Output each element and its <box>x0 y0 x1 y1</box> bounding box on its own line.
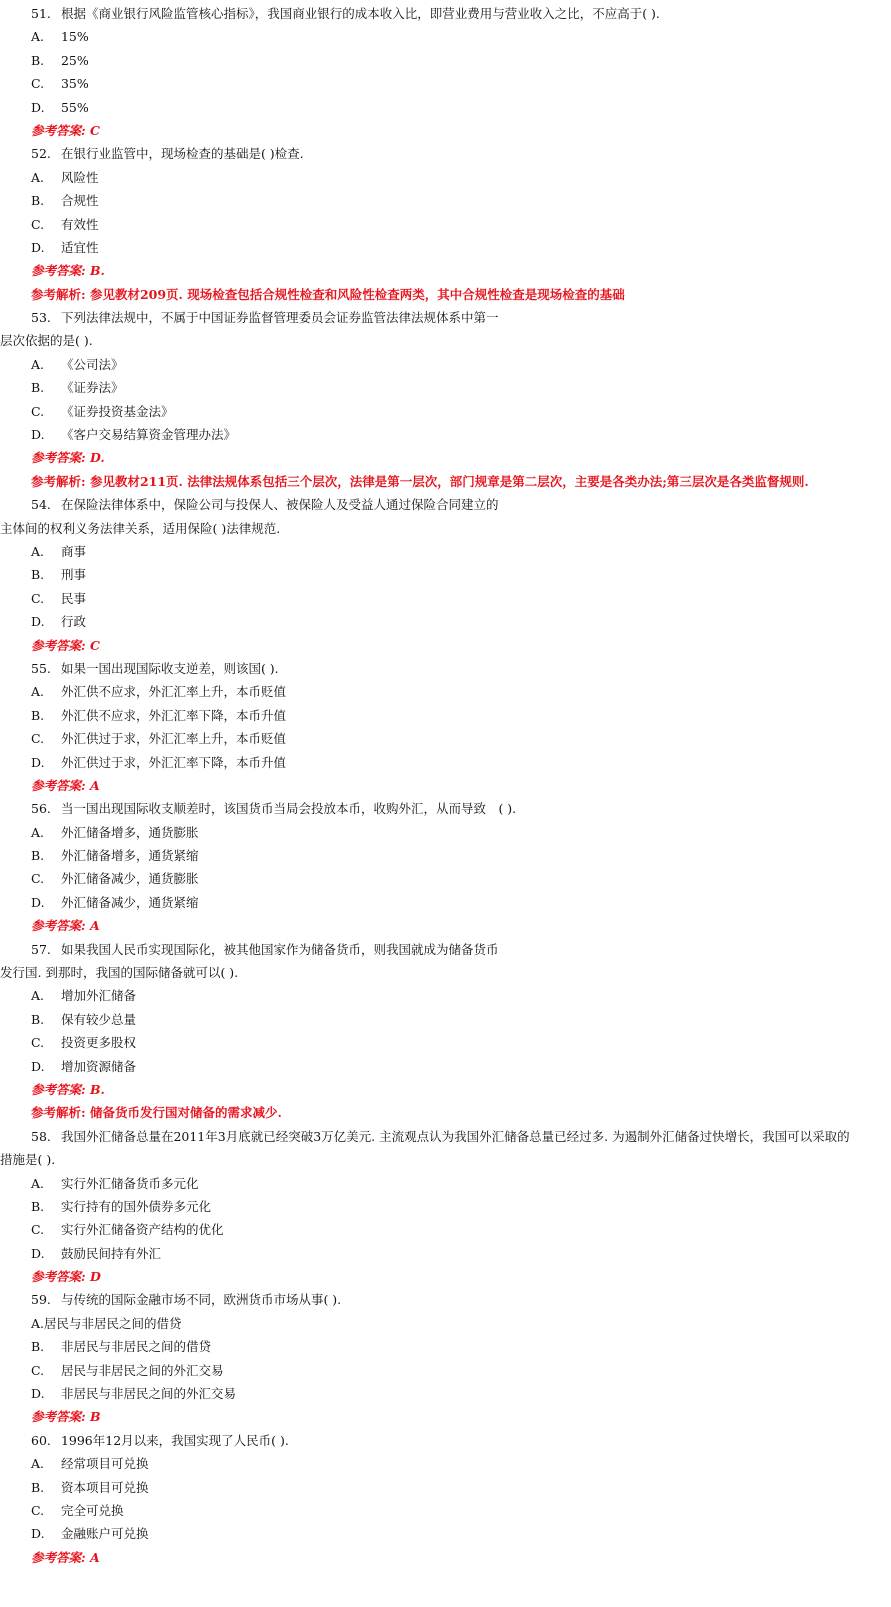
line-text: 25% <box>60 52 89 68</box>
reference-answer <box>0 259 891 282</box>
line-text: 《公司法》 <box>60 356 124 372</box>
option-letter: B. <box>31 193 45 209</box>
question-number: 56. <box>31 801 51 817</box>
question-stem <box>0 938 891 961</box>
line-text: 参考答案: D. <box>31 450 105 466</box>
line-text: 参考答案: A <box>31 918 100 934</box>
option-letter: A. <box>31 29 45 45</box>
question-number: 59. <box>31 1292 51 1308</box>
line-text: 完全可兑换 <box>60 1503 124 1518</box>
option-letter: C. <box>31 1503 45 1518</box>
option-letter: D. <box>31 99 45 115</box>
line-text: 参考答案: A <box>31 777 100 793</box>
line-text: 55% <box>60 99 89 115</box>
answer-option <box>0 1359 891 1382</box>
option-letter: C. <box>31 871 45 887</box>
line-text: 居民与非居民之间的外汇交易 <box>60 1362 224 1378</box>
line-text: 经常项目可兑换 <box>60 1456 149 1472</box>
answer-option <box>0 1008 891 1031</box>
question-stem <box>0 1125 891 1148</box>
line-text: 与传统的国际金融市场不同，欧洲货币市场从事( ). <box>60 1292 342 1308</box>
line-text: 有效性 <box>60 216 99 232</box>
question-number: 51. <box>31 6 51 21</box>
line-text: 保有较少总量 <box>60 1011 136 1027</box>
option-letter: A. <box>31 684 45 700</box>
line-text: 外汇供过于求，外汇汇率下降，本币升值 <box>60 754 286 770</box>
question-stem-continued <box>0 517 891 540</box>
reference-answer <box>0 119 891 142</box>
reference-answer <box>0 1265 891 1288</box>
line-text: 主体间的权利义务法律关系，适用保险( )法律规范. <box>0 520 281 536</box>
line-text: 增加资源储备 <box>60 1058 136 1074</box>
reference-explanation <box>0 283 891 306</box>
option-letter: B. <box>31 567 45 583</box>
answer-option <box>0 353 891 376</box>
option-letter: D. <box>31 894 45 910</box>
option-letter: A. <box>31 356 45 372</box>
question-stem-continued <box>0 961 891 984</box>
line-text: 实行持有的国外债券多元化 <box>60 1198 211 1214</box>
answer-option <box>0 400 891 423</box>
line-text: 如果一国出现国际收支逆差，则该国( ). <box>60 660 279 676</box>
question-stem <box>0 306 891 329</box>
line-text: 外汇储备增多，通货紧缩 <box>60 848 199 864</box>
answer-option <box>0 1335 891 1358</box>
option-letter: B. <box>31 848 45 864</box>
option-letter: B. <box>31 52 45 68</box>
reference-answer <box>0 634 891 657</box>
answer-option <box>0 1195 891 1218</box>
line-text: 非居民与非居民之间的借贷 <box>60 1339 211 1355</box>
line-text: 合规性 <box>60 193 99 209</box>
line-text: 《证券法》 <box>60 380 124 396</box>
question-stem <box>0 1288 891 1311</box>
answer-option <box>0 984 891 1007</box>
answer-option <box>0 236 891 259</box>
option-letter: C. <box>31 216 45 232</box>
answer-option <box>0 1172 891 1195</box>
reference-answer <box>0 446 891 469</box>
line-text: 在保险法律体系中，保险公司与投保人、被保险人及受益人通过保险合同建立的 <box>60 497 499 513</box>
answer-option <box>0 423 891 446</box>
line-text: 发行国. 到那时，我国的国际储备就可以( ). <box>0 965 239 981</box>
answer-option <box>0 72 891 95</box>
question-number: 53. <box>31 310 51 326</box>
question-stem <box>0 142 891 165</box>
option-letter: D. <box>31 1526 45 1542</box>
reference-explanation <box>0 470 891 493</box>
line-text: 刑事 <box>60 567 86 583</box>
answer-option <box>0 1031 891 1054</box>
option-letter: C. <box>31 1362 45 1378</box>
line-text: 1996年12月以来，我国实现了人民币( ). <box>60 1432 289 1448</box>
option-letter: A. <box>31 1175 45 1191</box>
line-text: 实行外汇储备货币多元化 <box>60 1175 199 1191</box>
answer-option <box>0 540 891 563</box>
answer-option <box>0 704 891 727</box>
option-letter: D. <box>31 614 45 630</box>
answer-option <box>0 727 891 750</box>
line-text: 外汇供不应求，外汇汇率上升，本币贬值 <box>60 684 286 700</box>
line-text: 参考解析: 参见教材211页. 法律法规体系包括三个层次，法律是第一层次，部门规章是第二层次，主要是各类办法;第三层次是各类监督规则. <box>31 473 809 489</box>
line-text: 当一国出现国际收支顺差时，该国货币当局会投放本币，收购外汇，从而导致 ( ). <box>60 801 517 817</box>
answer-option <box>0 867 891 890</box>
option-letter: B. <box>31 707 45 723</box>
line-text: 增加外汇储备 <box>60 988 136 1004</box>
line-text: 参考答案: C <box>31 637 100 653</box>
answer-option <box>0 1499 891 1522</box>
option-letter: A. <box>31 543 45 559</box>
answer-option <box>0 844 891 867</box>
line-text: 参考答案: D <box>31 1269 101 1285</box>
line-text: 参考答案: B. <box>31 263 105 279</box>
option-letter: B. <box>31 380 45 396</box>
line-text: 参考答案: B. <box>31 1081 105 1097</box>
answer-option <box>0 1382 891 1405</box>
answer-option <box>0 751 891 774</box>
answer-option <box>0 680 891 703</box>
line-text: 行政 <box>60 614 86 630</box>
option-letter: A. <box>31 1456 45 1472</box>
option-letter: B. <box>31 1011 45 1027</box>
answer-option <box>0 25 891 48</box>
question-number: 54. <box>31 497 51 513</box>
question-stem <box>0 657 891 680</box>
answer-option <box>0 1312 891 1335</box>
question-number: 58. <box>31 1128 51 1144</box>
question-stem-continued <box>0 1148 891 1171</box>
answer-option <box>0 96 891 119</box>
line-text: 措施是( ). <box>0 1152 56 1168</box>
option-letter: B. <box>31 1479 45 1495</box>
question-number: 52. <box>31 146 51 162</box>
question-stem-continued <box>0 329 891 352</box>
option-letter: A. <box>31 169 45 185</box>
option-letter: D. <box>31 754 45 770</box>
line-text: 适宜性 <box>60 239 99 255</box>
option-letter: A. <box>31 988 45 1004</box>
line-text: 《客户交易结算资金管理办法》 <box>60 427 236 443</box>
answer-option <box>0 166 891 189</box>
question-number: 57. <box>31 941 51 957</box>
line-text: 投资更多股权 <box>60 1035 136 1051</box>
answer-option <box>0 213 891 236</box>
line-text: 层次依据的是( ). <box>0 333 93 349</box>
line-text: 鼓励民间持有外汇 <box>60 1245 161 1261</box>
option-letter: C. <box>31 1222 45 1238</box>
line-text: 根据《商业银行风险监管核心指标》，我国商业银行的成本收入比，即营业费用与营业收入之比，不应高于( ). <box>60 6 660 21</box>
reference-answer <box>0 774 891 797</box>
question-stem <box>0 2 891 25</box>
option-letter: D. <box>31 427 45 443</box>
answer-option <box>0 376 891 399</box>
option-letter: C. <box>31 403 45 419</box>
line-text: 外汇储备减少，通货紧缩 <box>60 894 199 910</box>
question-number: 55. <box>31 660 51 676</box>
answer-option <box>0 189 891 212</box>
option-letter: B. <box>31 1339 45 1355</box>
answer-option <box>0 1476 891 1499</box>
answer-option <box>0 1218 891 1241</box>
reference-answer <box>0 1546 891 1569</box>
question-stem <box>0 1429 891 1452</box>
line-text: 我国外汇储备总量在2011年3月底就已经突破3万亿美元. 主流观点认为我国外汇储备总量已经过多. 为遏制外汇储备过快增长，我国可以采取的 <box>60 1128 850 1144</box>
answer-option <box>0 563 891 586</box>
line-text: 参考解析: 储备货币发行国对储备的需求减少. <box>31 1105 282 1121</box>
line-text: 商事 <box>60 543 86 559</box>
line-text: 参考答案: B <box>31 1409 101 1425</box>
reference-answer <box>0 1405 891 1428</box>
line-text: 参考答案: A <box>31 1549 100 1565</box>
answer-option <box>0 610 891 633</box>
line-text: 风险性 <box>60 169 99 185</box>
line-text: 外汇储备增多，通货膨胀 <box>60 824 199 840</box>
line-text: 金融账户可兑换 <box>60 1526 149 1542</box>
line-text: 外汇供过于求，外汇汇率上升，本币贬值 <box>60 731 286 747</box>
option-letter: D. <box>31 1058 45 1074</box>
option-letter: D. <box>31 1386 45 1402</box>
line-text: 15% <box>60 29 89 45</box>
line-text: 参考答案: C <box>31 122 100 138</box>
reference-explanation <box>0 1101 891 1124</box>
option-letter: B. <box>31 1198 45 1214</box>
option-letter: C. <box>31 590 45 606</box>
line-text: 如果我国人民币实现国际化，被其他国家作为储备货币，则我国就成为储备货币 <box>60 941 499 957</box>
line-text: 非居民与非居民之间的外汇交易 <box>60 1386 236 1402</box>
line-text: 参考解析: 参见教材209页. 现场检查包括合规性检查和风险性检查两类，其中合规性检查是现场检查的基础 <box>31 286 625 302</box>
line-text: 外汇供不应求，外汇汇率下降，本币升值 <box>60 707 286 723</box>
answer-option <box>0 1522 891 1545</box>
answer-option <box>0 1242 891 1265</box>
question-stem <box>0 797 891 820</box>
line-text: 民事 <box>60 590 86 606</box>
line-text: 实行外汇储备资产结构的优化 <box>60 1222 224 1238</box>
answer-option <box>0 49 891 72</box>
line-text: 在银行业监管中，现场检查的基础是( )检查. <box>60 146 304 162</box>
answer-option <box>0 821 891 844</box>
line-text: 《证券投资基金法》 <box>60 403 174 419</box>
option-letter: C. <box>31 76 45 92</box>
line-text: 外汇储备减少，通货膨胀 <box>60 871 199 887</box>
answer-option <box>0 891 891 914</box>
question-number: 60. <box>31 1432 51 1448</box>
option-letter: D. <box>31 1245 45 1261</box>
line-text: 下列法律法规中，不属于中国证券监督管理委员会证券监管法律法规体系中第一 <box>60 310 499 326</box>
answer-option <box>0 1055 891 1078</box>
answer-option <box>0 587 891 610</box>
question-stem <box>0 493 891 516</box>
option-letter: C. <box>31 1035 45 1051</box>
reference-answer <box>0 1078 891 1101</box>
option-letter: C. <box>31 731 45 747</box>
reference-answer <box>0 914 891 937</box>
line-text: 资本项目可兑换 <box>60 1479 149 1495</box>
option-letter: D. <box>31 239 45 255</box>
answer-option <box>0 1452 891 1475</box>
line-text: 35% <box>60 76 89 92</box>
line-text: A.居民与非居民之间的借贷 <box>31 1315 182 1331</box>
option-letter: A. <box>31 824 45 840</box>
